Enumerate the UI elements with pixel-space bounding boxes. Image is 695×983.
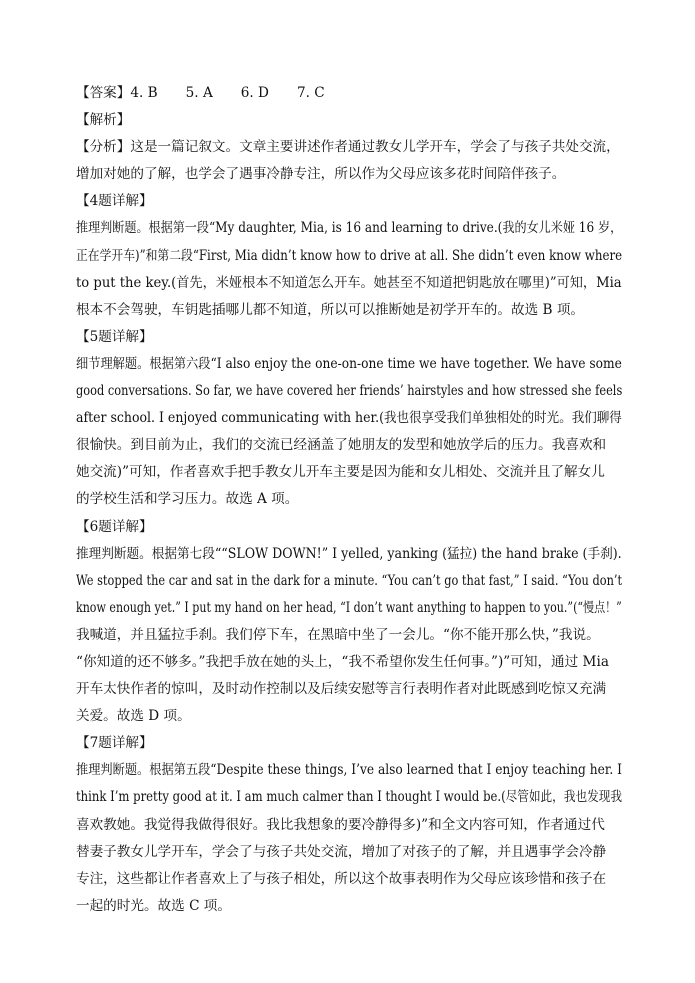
paragraph-line: 一起的时光。故选 C 项。 bbox=[76, 897, 231, 914]
paragraph-line: “你知道的还不够多。”我把手放在她的头上，“我不希望你发生任何事。”)”可知，通过 Mia bbox=[76, 653, 609, 670]
paragraph-line: 专注，这些都让作者喜欢上了与孩子相处，所以这个故事表明作为父母应该珍惜和孩子在 bbox=[76, 870, 607, 887]
paragraph-line: 正在学开车)”和第二段“First, Mia didn’t know how to drive at all. She didn’t even know where bbox=[76, 247, 623, 264]
paragraph-line: 细节理解题。根据第六段“I also enjoy the one-on-one time we have together. We have some bbox=[76, 355, 622, 372]
paragraph-line: know enough yet.” I put my hand on her head, “I don’t want anything to happen to you.”(“慢点！” bbox=[76, 599, 622, 616]
overview-line: 增加对她的了解，也学会了遇事冷静专注，所以作为父母应该多花时间陪伴孩子。 bbox=[76, 166, 566, 183]
paragraph-line: 很愉快。到目前为止，我们的交流已经涵盖了她朋友的发型和她放学后的压力。我喜欢和 bbox=[76, 437, 607, 454]
question-heading: 【5题详解】 bbox=[76, 328, 153, 345]
paragraph-line: 喜欢教她。我觉得我做得很好。我比我想象的要冷静得多)”和全文内容可知，作者通过代 bbox=[76, 816, 605, 833]
answer-item: 4. B bbox=[130, 85, 158, 101]
paragraph-line: 根本不会驾驶，车钥匙插哪儿都不知道，所以可以推断她是初学开车的。故选 B 项。 bbox=[76, 301, 585, 318]
overview-text: 这是一篇记叙文。文章主要讲述作者通过教女儿学开车，学会了与孩子共处交流， bbox=[130, 139, 620, 156]
paragraph-line: 推理判断题。根据第五段“Despite these things, I’ve also learned that I enjoy teaching her. I bbox=[76, 762, 622, 779]
paragraph-line: 推理判断题。根据第一段“My daughter, Mia, is 16 and learning to drive.(我的女儿米娅 16 岁， bbox=[76, 220, 623, 237]
answer-line bbox=[76, 80, 622, 107]
question-heading: 【4题详解】 bbox=[76, 193, 153, 210]
overview-label: 【分析】 bbox=[76, 139, 131, 156]
answer-label: 【答案】 bbox=[76, 85, 131, 101]
paragraph-line: to put the key.(首先，米娅根本不知道怎么开车。她甚至不知道把钥匙放在哪里)”可知，Mia bbox=[76, 274, 622, 291]
paragraph-line: 她交流)”可知，作者喜欢手把手教女儿开车主要是因为能和女儿相处、交流并且了解女儿 bbox=[76, 464, 605, 481]
overview-line bbox=[76, 134, 622, 161]
paragraph-line: We stopped the car and sat in the dark for a minute. “You can’t go that fast,” I said. “You don’t bbox=[76, 572, 623, 589]
document-page bbox=[76, 80, 622, 920]
question-heading: 【6题详解】 bbox=[76, 518, 153, 535]
paragraph-line: after school. I enjoyed communicating with her.(我也很享受我们单独相处的时光。我们聊得 bbox=[76, 410, 622, 427]
answer-item: 6. D bbox=[240, 85, 269, 101]
paragraph-line: 的学校生活和学习压力。故选 A 项。 bbox=[76, 491, 299, 508]
answer-item: 7. C bbox=[296, 85, 325, 101]
answer-item: 5. A bbox=[185, 85, 213, 101]
paragraph-line: good conversations. So far, we have covered her friends’ hairstyles and how stressed she feels bbox=[76, 383, 623, 400]
analysis-heading: 【解析】 bbox=[76, 112, 131, 129]
paragraph-line: 开车太快作者的惊叫，及时动作控制以及后续安慰等言行表明作者对此既感到吃惊又充满 bbox=[76, 681, 607, 698]
question-heading: 【7题详解】 bbox=[76, 735, 153, 752]
paragraph-line: 推理判断题。根据第七段““SLOW DOWN!” I yelled, yanking (猛拉) the hand brake (手刹). bbox=[76, 545, 622, 562]
paragraph-line: 关爱。故选 D 项。 bbox=[76, 708, 191, 725]
paragraph-line: think I’m pretty good at it. I am much calmer than I thought I would be.(尽管如此，我也发现我 bbox=[76, 789, 622, 806]
paragraph-line: 替妻子教女儿学开车，学会了与孩子共处交流，增加了对孩子的了解，并且遇事学会冷静 bbox=[76, 843, 607, 860]
paragraph-line: 我喊道，并且猛拉手刹。我们停下车，在黑暗中坐了一会儿。“你不能开那么快，”我说。 bbox=[76, 626, 600, 643]
